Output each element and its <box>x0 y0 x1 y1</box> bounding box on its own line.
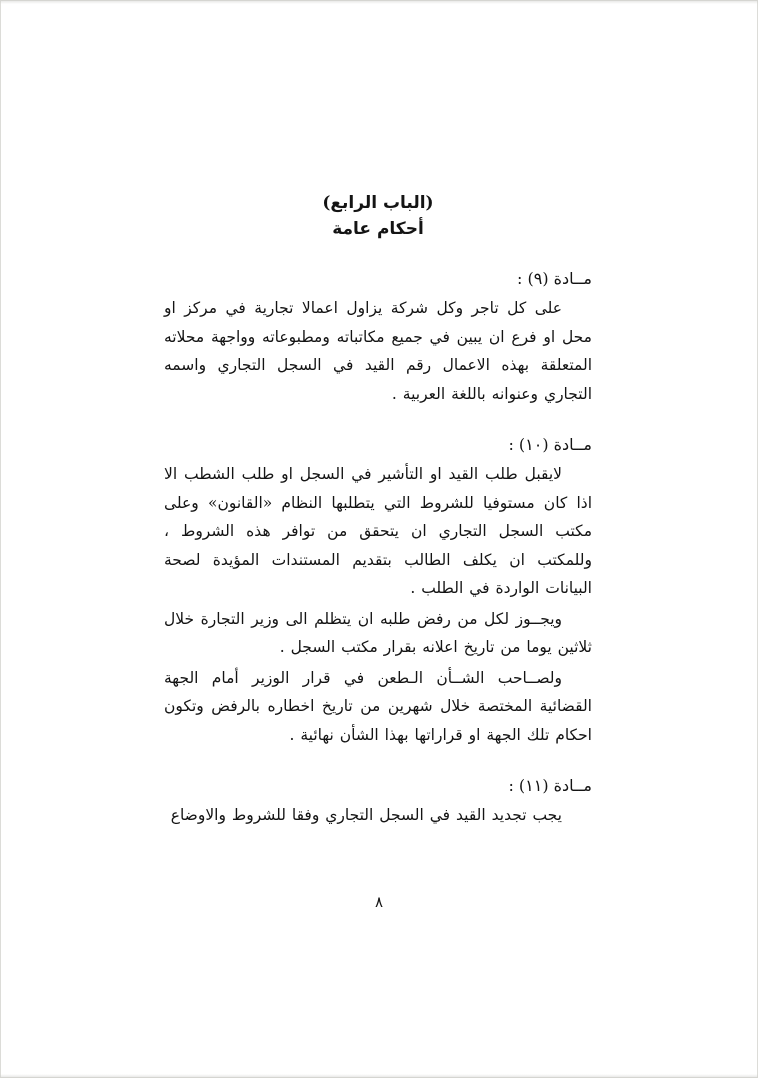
article-11 <box>164 773 592 830</box>
article-9-paragraph-1: على كل تاجر وكل شركة يزاول اعمالا تجارية في مركز او محل او فرع ان يبين في جميع مكاتباته ومطبوعاته وواجهة محلاته المتعلقة بهذه الاعمال رقم القيد في السجل التجاري واسمه التجاري وعنوانه باللغة العربية . <box>164 299 592 403</box>
article-10 <box>164 432 592 749</box>
document-content <box>164 190 592 830</box>
chapter-title: (الباب الرابع) <box>322 193 434 213</box>
article-9 <box>164 266 592 408</box>
article-11-paragraph-1: يجب تجديد القيد في السجل التجاري وفقا للشروط والاوضاع <box>170 806 562 824</box>
scan-edge-top <box>0 0 758 4</box>
scan-edge-bottom <box>0 1074 758 1078</box>
page-number: ٨ <box>374 893 384 911</box>
article-10-paragraph-3: ولصــاحب الشــأن الـطعن في قرار الوزير أمام الجهة القضائية المختصة خلال شهرين من تاريخ اخطاره بالرفض وتكون احكام تلك الجهة او قراراتها بهذا الشأن نهائية . <box>164 668 592 744</box>
chapter-subtitle: أحكام عامة <box>332 219 424 239</box>
article-10-heading: مــادة (١٠) : <box>508 435 592 454</box>
article-9-heading: مــادة (٩) : <box>517 269 592 288</box>
article-10-paragraph-1: لايقبل طلب القيد او التأشير في السجل او طلب الشطب الا اذا كان مستوفيا للشروط التي يتطلبها النظام «القانون» وعلى مكتب السجل التجاري ان يتحقق من توافر هذه الشروط ، وللمكتب ان يكلف الطالب بتقديم المستندات المؤيدة لصحة البيانات الواردة في الطلب . <box>164 465 592 597</box>
article-10-paragraph-2: ويجــوز لكل من رفض طلبه ان يتظلم الى وزير التجارة خلال ثلاثين يوما من تاريخ اعلانه بقرار مكتب السجل . <box>164 609 592 656</box>
article-11-heading: مــادة (١١) : <box>508 776 592 795</box>
